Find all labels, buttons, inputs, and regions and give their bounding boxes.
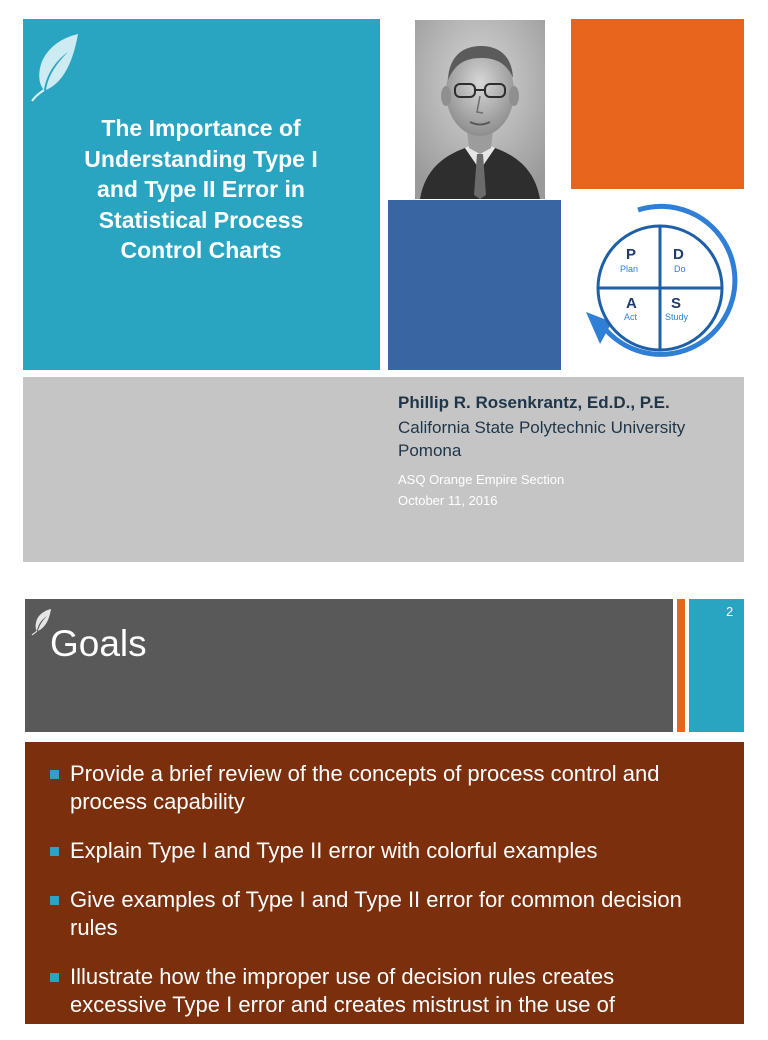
square-bullet-icon: [50, 770, 59, 779]
goal-text: Explain Type I and Type II error with colorful examples: [70, 838, 598, 863]
presenter-portrait-photo: [415, 20, 545, 199]
orange-accent-stripe: [677, 599, 685, 732]
square-bullet-icon: [50, 896, 59, 905]
page-number: 2: [726, 604, 734, 619]
event-name: ASQ Orange Empire Section: [398, 472, 565, 487]
goals-list: [48, 760, 688, 1040]
pdsa-word-study: Study: [665, 312, 689, 322]
pdsa-word-do: Do: [674, 264, 686, 274]
page-number-box: [689, 599, 744, 732]
pdsa-letter-p: P: [626, 246, 637, 263]
pdsa-word-act: Act: [624, 312, 638, 322]
goal-text: Give examples of Type I and Type II error for common decision rules: [70, 887, 682, 940]
presentation-title: The Importance of Understanding Type I and Type II Error in Statistical Process Control Charts: [84, 115, 318, 263]
square-bullet-icon: [50, 847, 59, 856]
goal-text: Provide a brief review of the concepts of process control and process capability: [70, 761, 660, 814]
presenter-name: Phillip R. Rosenkrantz, Ed.D., P.E.: [398, 393, 670, 412]
event-date: October 11, 2016: [398, 493, 498, 508]
orange-color-block: [571, 19, 744, 189]
presenter-affiliation: California State Polytechnic University Pomona: [398, 418, 686, 460]
blue-color-block: [388, 200, 561, 370]
list-item: [48, 886, 688, 942]
pdsa-letter-s: S: [671, 295, 682, 312]
pdsa-cycle-diagram: [578, 200, 740, 366]
goals-header-bar: [25, 599, 673, 732]
list-item: [48, 760, 688, 816]
leaf-logo-icon: [30, 32, 82, 102]
list-item: [48, 963, 688, 1019]
slide-title: Goals: [50, 623, 147, 664]
pdsa-letter-d: D: [673, 246, 684, 263]
pdsa-word-plan: Plan: [620, 264, 639, 274]
list-item: [48, 837, 688, 865]
square-bullet-icon: [50, 973, 59, 982]
goal-text: Illustrate how the improper use of decision rules creates excessive Type I error and creates mistrust in the use of: [70, 964, 615, 1017]
pdsa-letter-a: A: [626, 295, 637, 312]
